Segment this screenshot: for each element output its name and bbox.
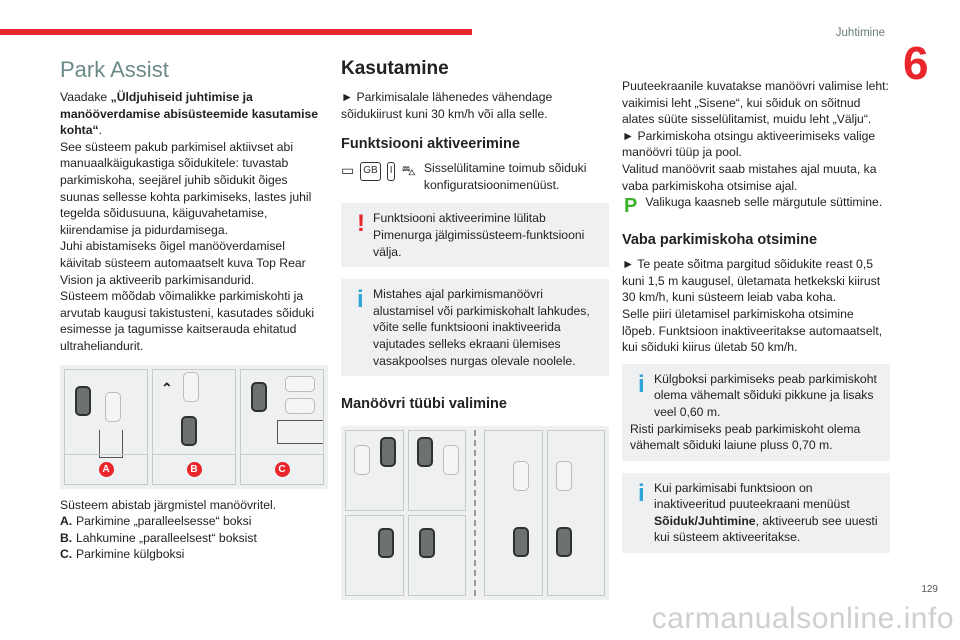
car-icon: [443, 445, 459, 475]
header-accent-bar: [0, 29, 472, 35]
car-icon: [378, 528, 394, 558]
diagram-panel: [484, 430, 543, 596]
info-icon: i: [638, 370, 645, 398]
info-text: Mistahes ajal parkimismanöövri alustamisel või parkimiskohalt lahkudes, võite selle funktsiooni inaktiveerida vajutades selleks ekraani ülemises vasakpoolses nurgas olevale noolele.: [373, 287, 590, 368]
divider: [474, 430, 476, 596]
intro: [60, 89, 328, 139]
subheading: Manöövri tüübi valimine: [341, 396, 507, 413]
car-icon: [417, 437, 433, 467]
info-note: [341, 279, 609, 376]
subheading: Vaba parkimiskoha otsimine: [622, 232, 818, 249]
list-item: [60, 513, 328, 530]
list-item: [60, 546, 328, 563]
list-key: B.: [60, 530, 73, 545]
diagram-panel: [345, 430, 404, 511]
car-icon: ⛍: [401, 162, 416, 179]
diagram-panel-c: [240, 369, 324, 485]
badge-c: C: [275, 462, 290, 477]
info-box-icon: I: [387, 162, 396, 181]
car-icon: [285, 398, 315, 414]
list-value: Parkimine külgboksi: [76, 547, 185, 562]
car-icon: [75, 386, 91, 416]
warning-note: [341, 203, 609, 267]
car-icon: [105, 392, 121, 422]
maneuver-list: [60, 513, 328, 563]
page-number: 129: [921, 584, 938, 595]
maneuver-diagram: [60, 365, 328, 489]
info-icon: i: [357, 286, 364, 314]
paragraph: Juhi abistamiseks õigel manööverdamisel käivitab süsteem automaatselt kuva Top Rear Vision ja aktiveerib parkimisandurid.: [60, 239, 306, 287]
warning-icon: !: [357, 210, 365, 238]
list-key: C.: [60, 547, 73, 562]
section-heading: Kasutamine: [341, 58, 449, 79]
menu-icons: [341, 162, 416, 181]
car-icon: [183, 372, 199, 402]
step: ► Te peate sõitma pargitud sõidukite reast 0,5 kuni 1,5 m kaugusel, ületamata hetkekski kiirust 30 km/h, kuni süsteem leiab vaba koha.: [622, 257, 881, 305]
subheading: Funktsiooni aktiveerimine: [341, 136, 520, 153]
intro-prefix: Vaadake: [60, 90, 111, 104]
column-2: [341, 57, 609, 608]
indicator-lamp-info: [622, 194, 890, 218]
parking-slot: [277, 420, 323, 444]
paragraph: See süsteem pakub parkimisel aktiivset abi manuaalkäigukastiga sõidukitele: tuvastab parkimiskoha, seejärel juhib sõidukit õiges suunas sellesse kohta parkimiseks, lastes juhil tegelda sõidusuuna, käiguvahetamise, kiirendamise ja pidurdamisega.: [60, 139, 312, 237]
intro-reference: „Üldjuhiseid juhtimise ja manööverdamise abisüsteemide kasutamise kohta“: [60, 90, 319, 138]
car-icon: [419, 528, 435, 558]
car-icon: [354, 445, 370, 475]
lamp-text: Valikuga kaasneb selle märgutule süttimine.: [645, 195, 883, 210]
step: ► Parkimisalale lähenedes vähendage sõidukiirust kuni 30 km/h või alla selle.: [341, 90, 553, 121]
chapter-number: 6: [903, 37, 929, 89]
car-icon: [513, 461, 529, 491]
page-title: Park Assist: [60, 57, 169, 82]
paragraph: Selle piiri ületamisel parkimiskoha otsimine lõpeb. Funktsioon inaktiveeritakse automaatselt, kui sõiduki kiirus ületab 50 km/h.: [622, 306, 883, 355]
chevron-up-icon: ⌃: [161, 379, 173, 396]
info-text-end: , aktiveerub see uuesti kui süsteem aktiveeritakse.: [654, 513, 878, 545]
list-value: Lahkumine „paralleelsest“ boksist: [76, 530, 257, 545]
paragraph: Süsteem mõõdab võimalikke parkimiskohti ja arvutab kaugusi takistusteni, kasutades sõiduki esimesse ja tagumisse kaitserauda ehitatud ultraheliandurit.: [60, 289, 315, 353]
list-key: A.: [60, 514, 73, 529]
diagram-panel: [408, 430, 467, 511]
column-3: [622, 78, 890, 565]
list-item: [60, 530, 328, 547]
maneuver-type-diagram: [341, 426, 609, 600]
diagram-panel: [408, 515, 467, 596]
activation-text: Sisselülitamine toimub sõiduki konfiguratsioonimenüüst.: [423, 161, 587, 192]
column-1: [60, 57, 328, 563]
info-text: Risti parkimiseks peab parkimiskoht olema vähemalt sõiduki laiune pluss 0,70 m.: [630, 421, 861, 453]
watermark: carmanualsonline.info: [651, 602, 954, 635]
list-value: Parkimine „paralleelsesse“ boksi: [76, 514, 252, 529]
intro-suffix: .: [98, 123, 102, 138]
diagram-panel: [547, 430, 606, 596]
diagram-panel-b: [152, 369, 236, 485]
info-icon: i: [638, 479, 645, 507]
diagram-panel: [345, 515, 404, 596]
diagram-panel-a: [64, 369, 148, 485]
settings-sliders-icon: GB: [360, 162, 380, 181]
paragraph: Puuteekraanile kuvatakse manöövri valimise leht: vaikimisi leht „Sisene“, kui sõiduk on sõitnud alates süüte sisselülitamist, muidu leht „Välju“.: [622, 79, 889, 127]
car-icon: [285, 376, 315, 392]
info-note: [622, 473, 890, 553]
warning-text: Funktsiooni aktiveerimine lülitab Pimenurga jälgimissüsteem-funktsiooni välja.: [373, 211, 585, 259]
info-text: [630, 480, 882, 546]
car-icon: [513, 527, 529, 557]
info-text-start: Kui parkimisabi funktsioon on inaktiveeritud puuteekraani menüüst: [654, 480, 850, 512]
paragraph: Valitud manöövrit saab mistahes ajal muuta, ka vaba parkimiskoha otsimise ajal.: [622, 161, 877, 193]
info-note: [622, 364, 890, 461]
park-assist-lamp-icon: P: [624, 195, 638, 218]
menu-path: Sõiduk/Juhtimine: [654, 513, 756, 528]
car-icon: [556, 461, 572, 491]
activation-info: [341, 160, 609, 193]
car-icon: [251, 382, 267, 412]
section-title: Juhtimine: [835, 27, 885, 39]
car-icon: [181, 416, 197, 446]
badge-a: A: [99, 462, 114, 477]
car-icon: [556, 527, 572, 557]
step: ► Parkimiskoha otsingu aktiveerimiseks valige manöövri tüüp ja pool.: [622, 128, 876, 160]
info-text: Külgboksi parkimiseks peab parkimiskoht olema vähemalt sõiduki pikkune ja lisaks veel 0,60 m.: [654, 371, 877, 419]
badge-b: B: [187, 462, 202, 477]
screen-icon: ▭: [341, 162, 355, 179]
caption: Süsteem abistab järgmistel manöövritel.: [60, 497, 277, 512]
car-icon: [380, 437, 396, 467]
